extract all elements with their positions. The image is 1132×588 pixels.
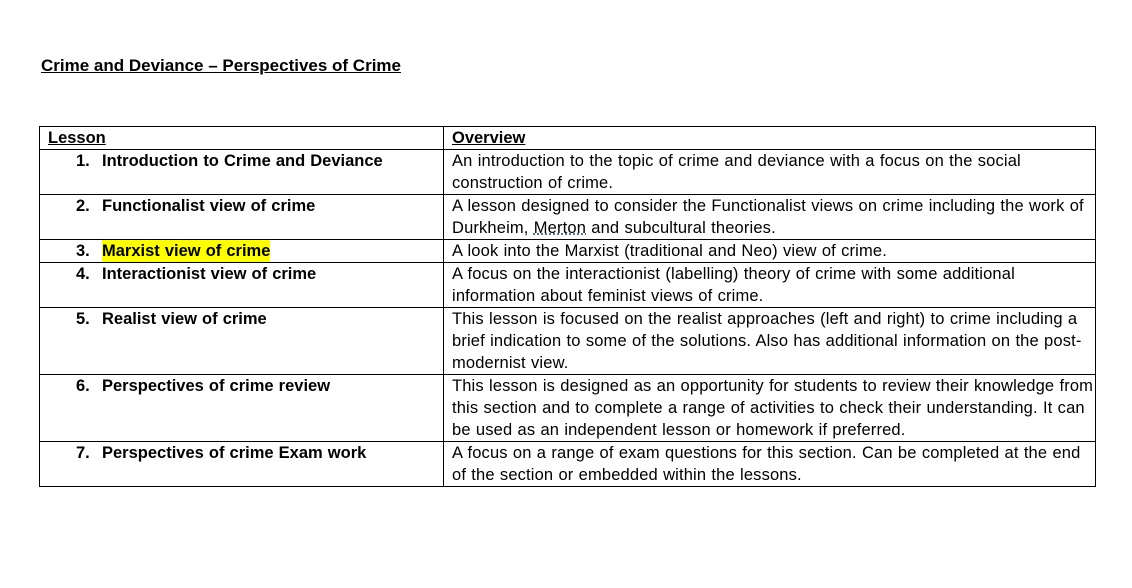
lesson-number: 2. [76,197,90,215]
lesson-title: Functionalist view of crime [102,197,316,215]
lesson-title: Realist view of crime [102,310,267,328]
table-row [40,150,1096,195]
overview-cell: A look into the Marxist (traditional and Neo) view of crime. [444,240,1096,263]
overview-cell: A focus on the interactionist (labelling) theory of crime with some additional information about feminist views of crime. [444,263,1096,308]
highlighted-lesson-title: Marxist view of crime [102,242,271,260]
lesson-title: Perspectives of crime Exam work [102,444,367,462]
overview-text: and subcultural theories. [586,219,776,237]
lesson-cell [40,150,444,195]
spellcheck-flagged-word: Merton [533,219,587,237]
lesson-cell [40,240,444,263]
lesson-title: Perspectives of crime review [102,377,331,395]
overview-text: A lesson designed to consider the Functionalist views on crime including the work of Durkheim, [452,197,1084,237]
lesson-number: 1. [76,152,90,170]
overview-column-header: Overview [444,127,1096,150]
lesson-column-header: Lesson [40,127,444,150]
lesson-number: 4. [76,265,90,283]
lesson-cell [40,375,444,442]
lesson-cell [40,442,444,487]
lesson-number: 6. [76,377,90,395]
document-title: Crime and Deviance – Perspectives of Crime [41,56,401,75]
lesson-cell [40,263,444,308]
table-row [40,442,1096,487]
table-row [40,240,1096,263]
overview-cell: This lesson is focused on the realist approaches (left and right) to crime including a brief indication to some of the solutions. Also has additional information on the post-modernist view. [444,308,1096,375]
overview-cell: A focus on a range of exam questions for this section. Can be completed at the end of the section or embedded within the lessons. [444,442,1096,487]
overview-cell [444,195,1096,240]
lesson-number: 7. [76,444,90,462]
lesson-number: 5. [76,310,90,328]
table-row [40,375,1096,442]
overview-cell: An introduction to the topic of crime and deviance with a focus on the social construction of crime. [444,150,1096,195]
lesson-number: 3. [76,242,90,260]
lesson-cell [40,308,444,375]
lesson-title: Interactionist view of crime [102,265,317,283]
lesson-cell [40,195,444,240]
lessons-table [39,126,1096,487]
table-row [40,308,1096,375]
lesson-title: Introduction to Crime and Deviance [102,152,383,170]
table-row [40,263,1096,308]
table-header-row [40,127,1096,150]
table-row [40,195,1096,240]
overview-cell: This lesson is designed as an opportunity for students to review their knowledge from this section and to complete a range of activities to check their understanding. It can be used as an independent lesson or homework if preferred. [444,375,1096,442]
